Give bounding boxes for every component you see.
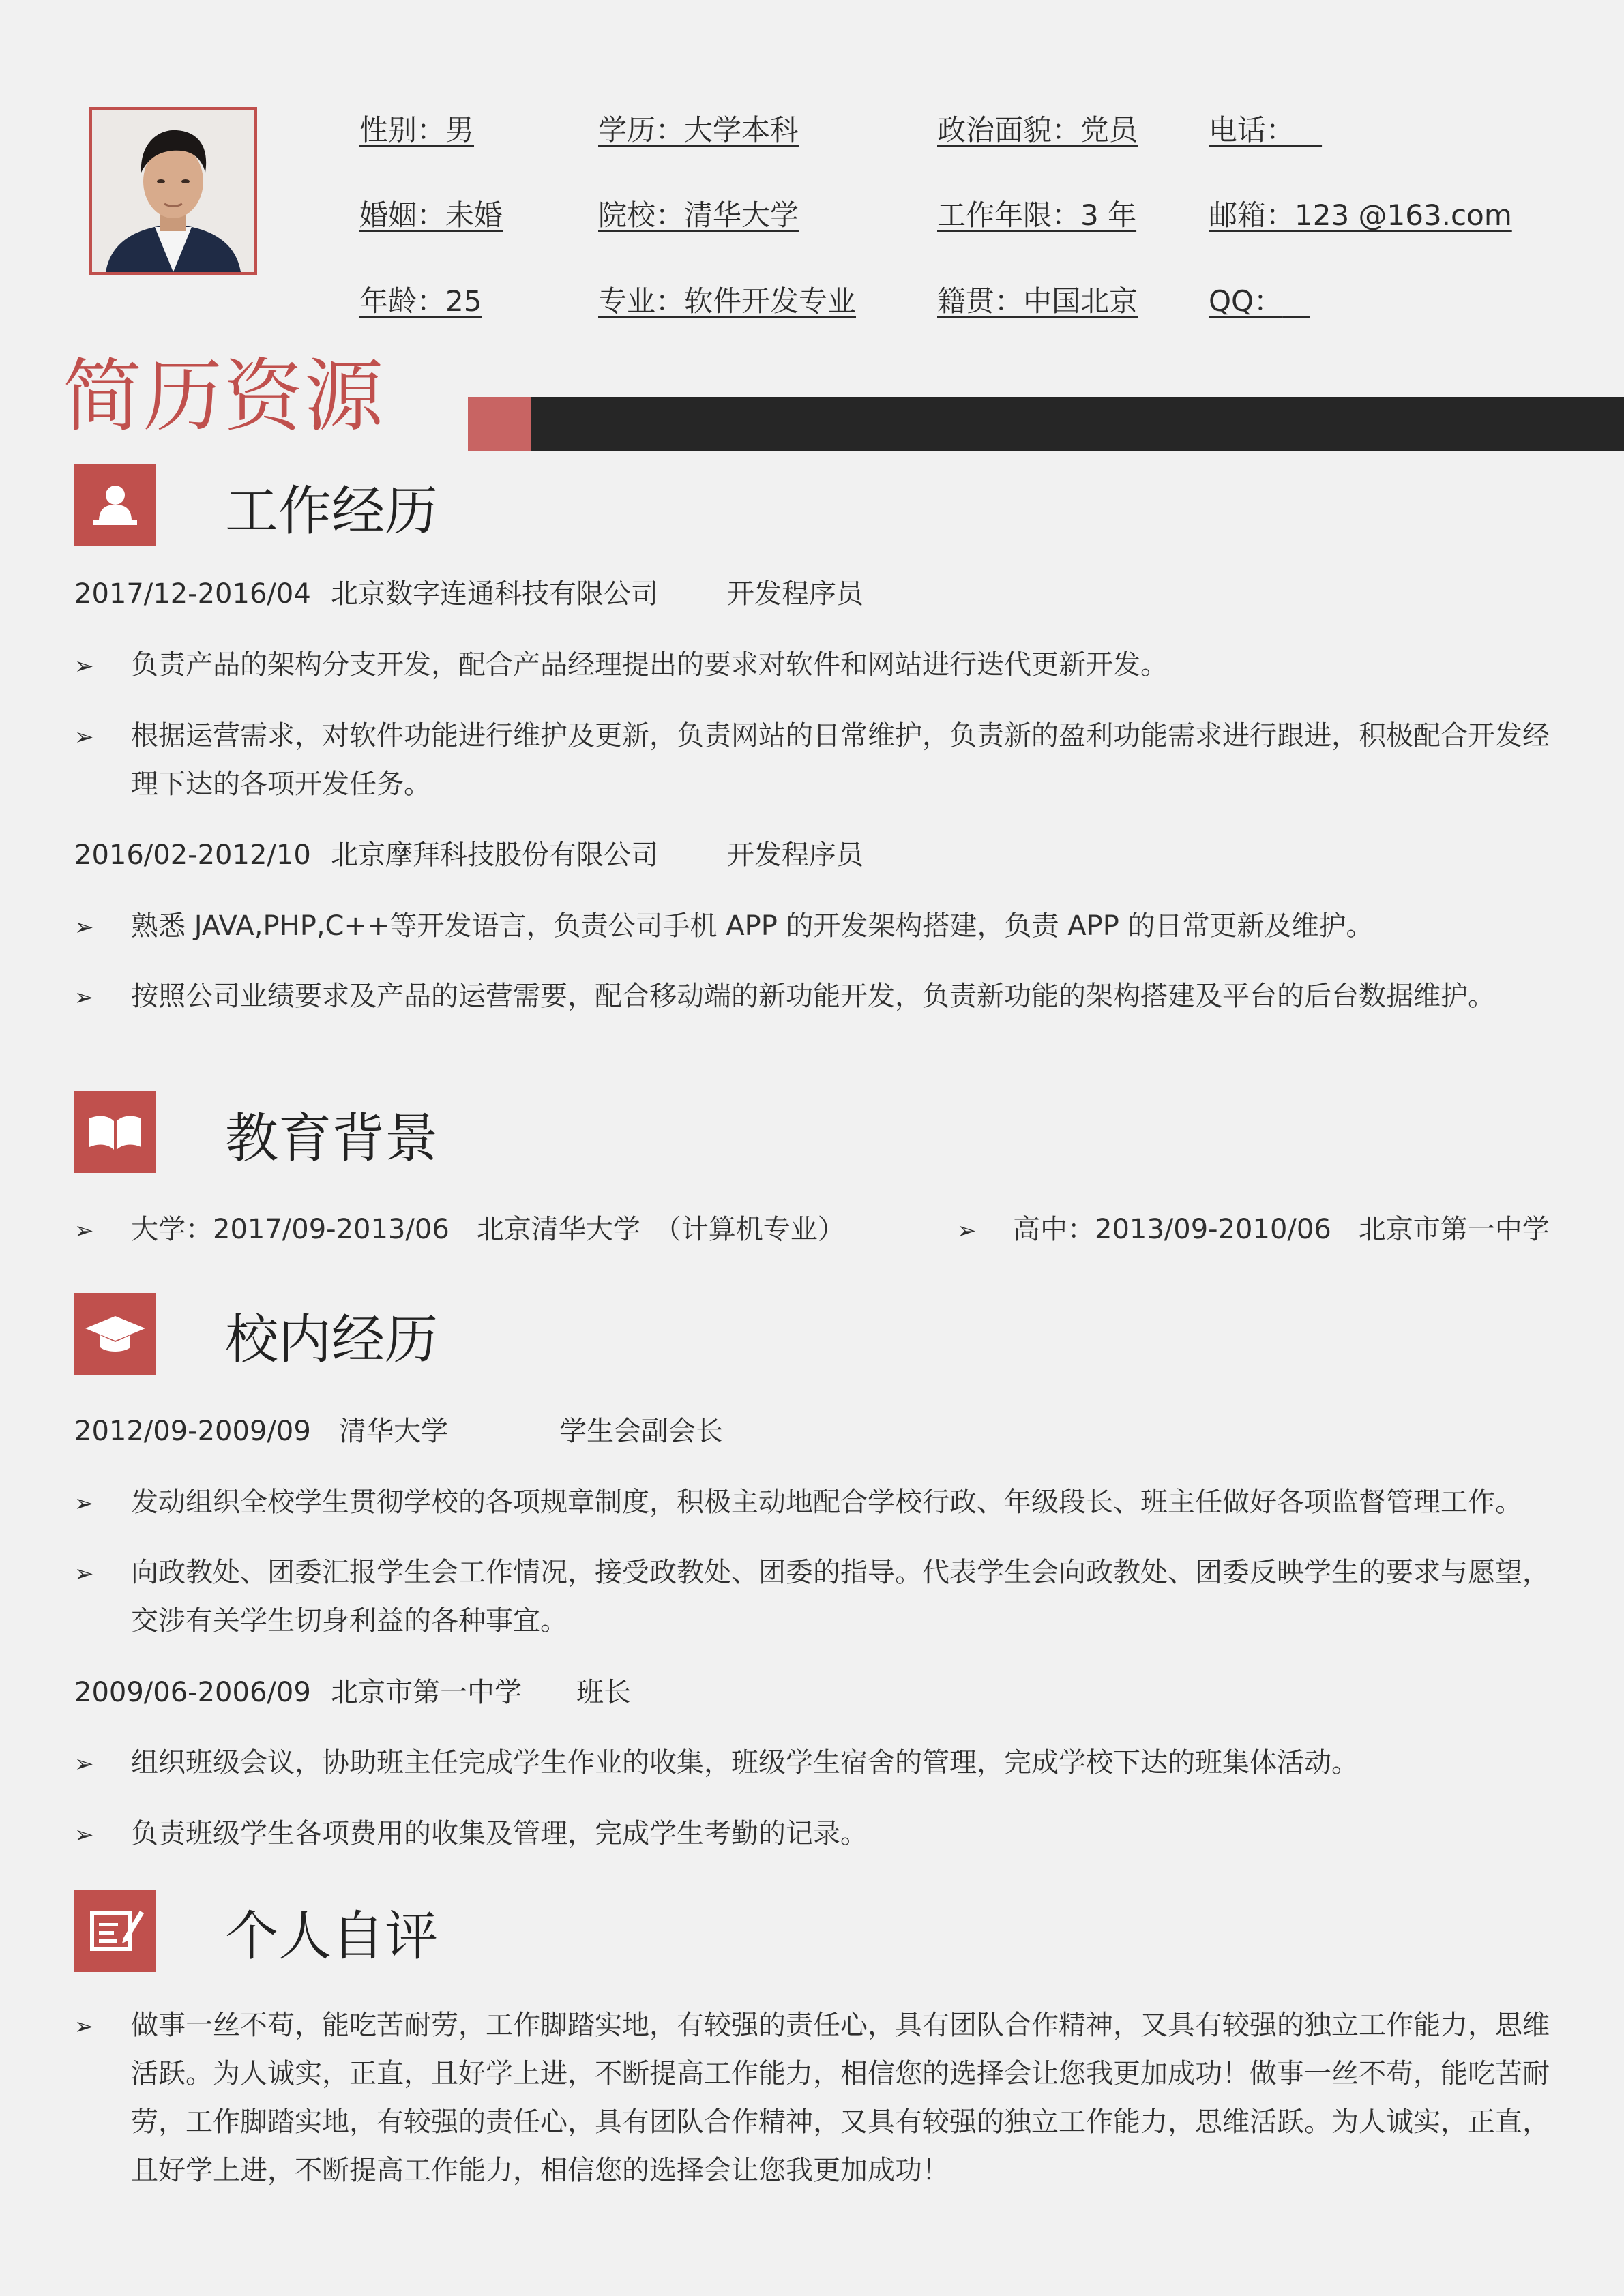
profile-photo (89, 107, 257, 275)
info-qq (1209, 282, 1310, 320)
info-political: 政治面貌：党员 (937, 113, 1138, 147)
campus-bullet-1-2: 向政教处、团委汇报学生会工作情况，接受政教处、团委的指导。代表学生会向政教处、团委反映学生的要求与愿望，交涉有关学生切身利益的各种事宜。 (131, 1557, 1550, 1637)
campus-bullet-2-1: 组织班级会议，协助班主任完成学生作业的收集，班级学生宿舍的管理，完成学校下达的班集体活动。 (131, 1747, 1359, 1778)
bullet-icon: ➢ (74, 2013, 94, 2040)
info-phone (1209, 111, 1322, 149)
work-bullet-2-2: 按照公司业绩要求及产品的运营需要，配合移动端的新功能开发，负责新功能的架构搭建及平台的后台数据维护。 (131, 981, 1495, 1012)
bullet-icon: ➢ (74, 724, 94, 751)
bullet-icon: ➢ (957, 1217, 977, 1244)
open-book-icon (74, 1091, 156, 1173)
bullet-icon: ➢ (74, 984, 94, 1011)
work-role-2: 开发程序员 (727, 839, 863, 871)
info-education: 学历：大学本科 (598, 113, 799, 147)
campus-org-2: 北京市第一中学 (331, 1677, 522, 1708)
section-title-self-evaluation: 个人自评 (225, 1906, 439, 1967)
self-evaluation-text: 做事一丝不苟，能吃苦耐劳，工作脚踏实地，有较强的责任心，具有团队合作精神，又具有较强的独立工作能力，思维活跃。为人诚实，正直，且好学上进，不断提高工作能力，相信您的选择会让您我更加成功！做事一丝不苟，能吃苦耐劳，工作脚踏实地，有较强的责任心，具有团队合作精神，又具有较强的独立工作能力，思维活跃。为人诚实，正直，且好学上进，不断提高工作能力，相信您的选择会让您我更加成功！ (131, 2010, 1550, 2186)
work-bullet-1-1: 负责产品的架构分支开发，配合产品经理提出的要求对软件和网站进行迭代更新开发。 (131, 649, 1168, 681)
work-bullet-2-1: 熟悉 JAVA,PHP,C++等开发语言，负责公司手机 APP 的开发架构搭建，负责 APP 的日常更新及维护。 (131, 910, 1374, 942)
brand-title: 简历资源 (63, 351, 385, 443)
section-title-work: 工作经历 (225, 481, 439, 542)
info-qq-label: QQ： (1209, 284, 1283, 318)
header-bar-accent (468, 397, 531, 451)
work-org-1: 北京数字连通科技有限公司 (331, 578, 658, 610)
bullet-icon: ➢ (74, 914, 94, 941)
bullet-icon: ➢ (74, 1750, 94, 1778)
info-gender: 性别：男 (359, 113, 475, 147)
info-school: 院校：清华大学 (598, 198, 799, 232)
work-date-2: 2016/02-2012/10 (74, 839, 311, 871)
info-marital: 婚姻：未婚 (359, 198, 503, 232)
bullet-icon: ➢ (74, 1217, 94, 1244)
header-bar (531, 397, 1624, 451)
campus-role-1: 学生会副会长 (559, 1416, 723, 1447)
bullet-icon: ➢ (74, 653, 94, 680)
bullet-icon: ➢ (74, 1560, 94, 1587)
campus-date-2: 2009/06-2006/09 (74, 1677, 311, 1708)
info-phone-label: 电话： (1209, 113, 1295, 147)
avatar-portrait (92, 110, 254, 272)
education-highschool: 高中：2013/09-2010/06 北京市第一中学 (1013, 1214, 1550, 1245)
info-email: 邮箱：123 @163.com (1209, 198, 1512, 232)
work-role-1: 开发程序员 (727, 578, 863, 610)
bullet-icon: ➢ (74, 1821, 94, 1849)
info-hometown: 籍贯：中国北京 (937, 284, 1138, 318)
section-title-education: 教育背景 (225, 1108, 439, 1169)
campus-role-2: 班长 (576, 1677, 631, 1708)
work-bullet-1-2: 根据运营需求，对软件功能进行维护及更新，负责网站的日常维护，负责新的盈利功能需求进行跟进，积极配合开发经理下达的各项开发任务。 (131, 720, 1550, 800)
edit-note-icon (74, 1890, 156, 1972)
campus-org-1: 清华大学 (339, 1416, 448, 1447)
info-years: 工作年限：3 年 (937, 198, 1137, 232)
work-date-1: 2017/12-2016/04 (74, 578, 311, 610)
info-age: 年龄：25 (359, 284, 482, 318)
info-major: 专业：软件开发专业 (598, 284, 857, 318)
education-university: 大学：2017/09-2013/06 北京清华大学 （计算机专业） (131, 1214, 845, 1245)
bullet-icon: ➢ (74, 1490, 94, 1517)
campus-bullet-1-1: 发动组织全校学生贯彻学校的各项规章制度，积极主动地配合学校行政、年级段长、班主任做好各项监督管理工作。 (131, 1487, 1522, 1518)
section-title-campus: 校内经历 (225, 1309, 439, 1371)
graduation-cap-icon (74, 1293, 156, 1375)
user-at-desk-icon (74, 464, 156, 546)
work-org-2: 北京摩拜科技股份有限公司 (331, 839, 658, 871)
campus-date-1: 2012/09-2009/09 (74, 1416, 311, 1447)
campus-bullet-2-2: 负责班级学生各项费用的收集及管理，完成学生考勤的记录。 (131, 1818, 868, 1849)
